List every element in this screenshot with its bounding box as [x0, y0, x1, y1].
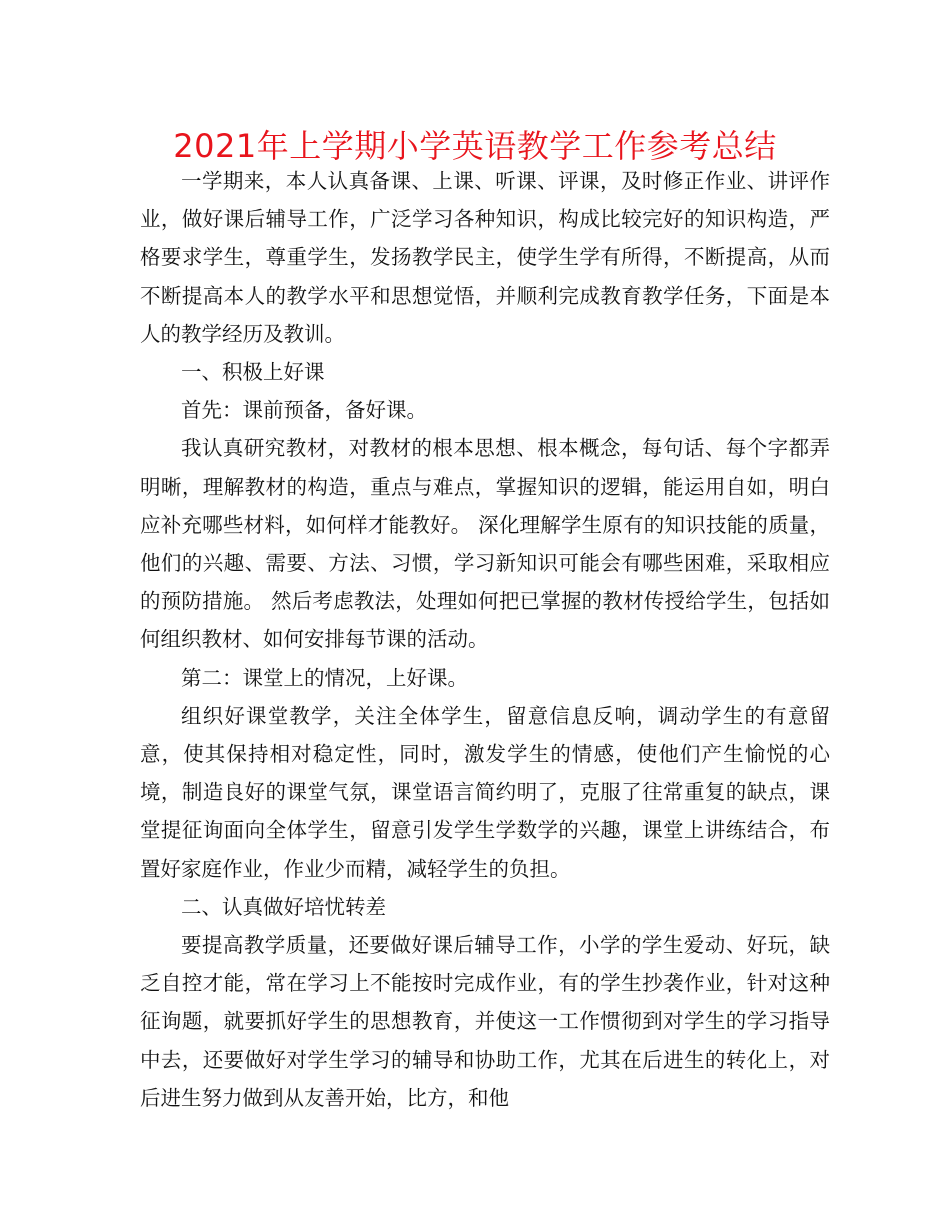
document-title: 2021年上学期小学英语教学工作参考总结 — [173, 127, 777, 165]
paragraph-classroom: 组织好课堂教学，关注全体学生，留意信息反响，调动学生的有意留意，使其保持相对稳定性，同时，激发学生的情感，使他们产生愉悦的心境，制造良好的课堂气氛，课堂语言简约明了，克服了往常重复的缺点，课堂提征询面向全体学生，留意引发学生学数学的兴趣，课堂上讲练结合，布置好家庭作业，作业少而精，减轻学生的负担。 — [140, 703, 830, 881]
subheading-first: 首先：课前预备，备好课。 — [181, 398, 427, 423]
paragraph-intro: 一学期来，本人认真备课、上课、听课、评课，及时修正作业、讲评作业，做好课后辅导工作，广泛学习各种知识，构成比较完好的知识构造，严格要求学生，尊重学生，发扬教学民主，使学生学有所得，不断提高，从而不断提高本人的教学水平和思想觉悟，并顺利完成教育教学任务，下面是本人的教学经历及教训。 — [140, 169, 830, 346]
subheading-second: 第二：课堂上的情况，上好课。 — [181, 665, 468, 690]
section-heading-1: 一、积极上好课 — [181, 360, 325, 385]
section-heading-2: 二、认真做好培忧转差 — [181, 894, 386, 919]
paragraph-lesson-prep: 我认真研究教材，对教材的根本思想、根本概念，每句话、每个字都弄明晰，理解教材的构造，重点与难点，掌握知识的逻辑，能运用自如，明白应补充哪些材料，如何样才能教好。 深化理解学生原有的知识技能的质量，他们的兴趣、需要、方法、习惯，学习新知识可能会有哪些困难，采取相应的预防措施。 然后考虑教法，处理如何把已掌握的教材传授给学生，包括如何组织教材、如何安排每节课的活动。 — [140, 436, 830, 652]
document-body — [140, 162, 830, 1117]
paragraph-tutoring: 要提高教学质量，还要做好课后辅导工作，小学的学生爱动、好玩，缺乏自控才能，常在学习上不能按时完成作业，有的学生抄袭作业，针对这种征询题，就要抓好学生的思想教育，并使这一工作惯彻到对学生的学习指导中去，还要做好对学生学习的辅导和协助工作，尤其在后进生的转化上，对后进生努力做到从友善开始，比方，和他 — [140, 933, 830, 1110]
